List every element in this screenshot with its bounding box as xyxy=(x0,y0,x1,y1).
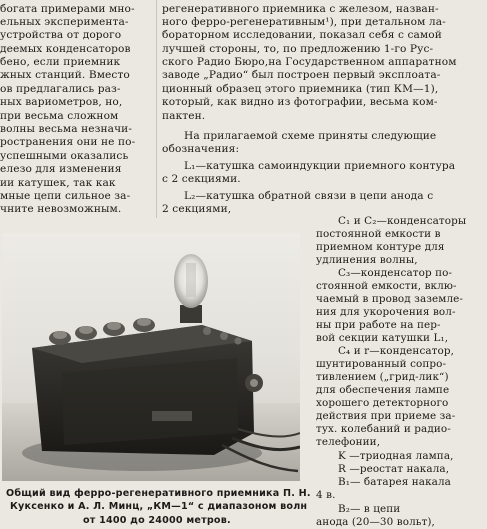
receiver-photo xyxy=(2,233,300,481)
left-line: волны весьма незначи- xyxy=(0,123,133,135)
left-line: бено, если приемник xyxy=(0,56,121,68)
right-line: ного ферро-регенеративным¹), при детальном ла- xyxy=(162,16,446,28)
legend-line: анода (20—30 вольт), xyxy=(316,516,435,528)
left-line: устройства от дорого xyxy=(0,29,122,41)
legend-line: действия при приеме за- xyxy=(316,410,456,422)
legend-line: телефонии, xyxy=(316,436,381,448)
left-line: чните невозможным. xyxy=(0,203,122,215)
legend-line: постоянной емкости в xyxy=(316,228,441,240)
legend-line: тивлением („грид-лик“) xyxy=(316,371,449,383)
legend-line: B₂— в цепи xyxy=(338,503,401,515)
right-line: 2 секциями, xyxy=(162,203,232,215)
legend-line: B₁— батарея накала xyxy=(338,476,451,488)
legend-line: ния для укорочения вол- xyxy=(316,306,456,318)
legend-line: C₃—конденсатор по- xyxy=(338,267,453,279)
left-line: мные цепи сильное за- xyxy=(0,190,131,202)
right-line: обозначения: xyxy=(162,143,240,155)
legend-line: вой секции катушки L₁, xyxy=(316,332,449,344)
left-line: ельных эксперимента- xyxy=(0,16,129,28)
caption-line: от 1400 до 24000 метров. xyxy=(83,515,231,526)
left-line: елезо для изменения xyxy=(0,163,122,175)
left-line: ии катушек, так как xyxy=(0,177,116,189)
right-line: На прилагаемой схеме приняты следующие xyxy=(184,130,437,142)
right-line: пактен. xyxy=(162,110,206,122)
legend-line: R —реостат накала, xyxy=(338,463,450,475)
legend-line: приемном контуре для xyxy=(316,241,445,253)
right-line: L₂—катушка обратной связи в цепи анода с xyxy=(184,190,434,202)
legend-line: хорошего детекторного xyxy=(316,397,449,409)
legend-line: 4 в. xyxy=(316,489,336,501)
legend-line: C₁ и C₂—конденсаторы xyxy=(338,215,467,227)
left-line: жных станций. Вместо xyxy=(0,69,130,81)
right-line: заводе „Радио“ был построен первый эксплоата- xyxy=(162,69,441,81)
legend-line: ны при работе на пер- xyxy=(316,319,441,331)
legend-line: тух. колебаний и радио- xyxy=(316,423,451,435)
left-line: ных вариометров, но, xyxy=(0,96,123,108)
column-divider xyxy=(156,0,157,218)
left-line: ространения они не по- xyxy=(0,136,136,148)
right-line: с 2 секциями. xyxy=(162,173,241,185)
caption-line: Куксенко и А. Л. Минц, „КМ—1“ с диапазоном волн xyxy=(10,501,308,512)
legend-line: шунтированный сопро- xyxy=(316,358,447,370)
legend-line: стоянной емкости, вклю- xyxy=(316,280,457,292)
legend-line: для обеспечения лампе xyxy=(316,384,450,396)
caption-line: Общий вид ферро-регенеративного приемника П. Н. xyxy=(6,488,311,499)
right-line: ционный образец этого приемника (тип КМ—1), xyxy=(162,83,439,95)
legend-line: чаемый в провод заземле- xyxy=(316,293,464,305)
legend-line: C₄ и r—конденсатор, xyxy=(338,345,455,357)
right-line: бораторном исследовании, показал себя с самой xyxy=(162,29,442,41)
left-line: богата примерами мно- xyxy=(0,3,135,15)
left-line: деемых конденсаторов xyxy=(0,43,131,55)
right-line: L₁—катушка самоиндукции приемного контура xyxy=(184,160,456,172)
right-line: который, как видно из фотографии, весьма ком- xyxy=(162,96,438,108)
legend-line: удлинения волны, xyxy=(316,254,418,266)
left-line: при весьма сложном xyxy=(0,110,119,122)
legend-line: K —триодная лампа, xyxy=(338,450,454,462)
right-line: ского Радио Бюро,на Государственном аппаратном xyxy=(162,56,457,68)
right-line: лучшей стороны, то, по предложению 1-го Рус- xyxy=(162,43,434,55)
left-line: ов предлагались раз- xyxy=(0,83,121,95)
left-line: успешными оказались xyxy=(0,150,129,162)
right-line: регенеративного приемника с железом, назван- xyxy=(162,3,439,15)
receiver-photo-drawing xyxy=(2,233,300,481)
